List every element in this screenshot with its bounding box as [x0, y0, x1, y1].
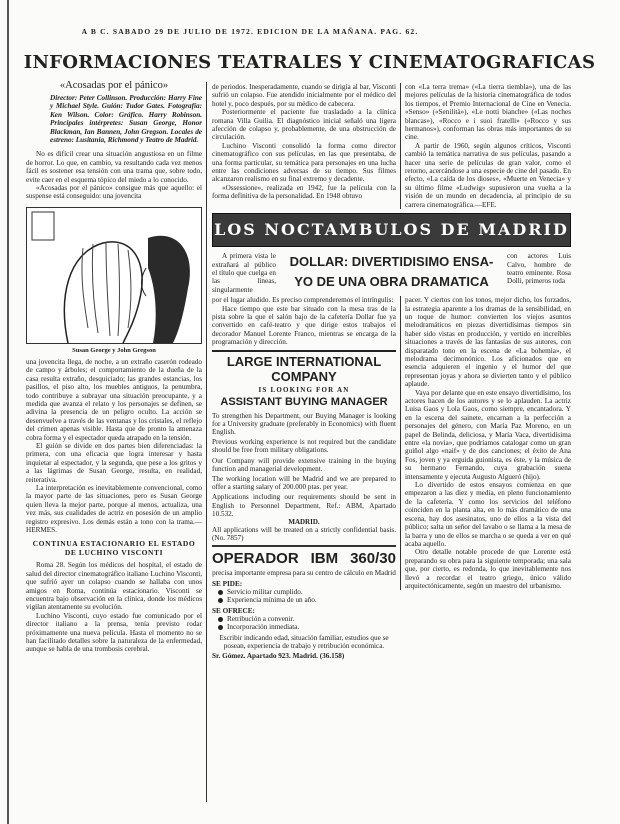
- scan-border: [7, 0, 9, 824]
- ad-footer: All applications will be treated on a strictly confidential basis. (No. 7857): [212, 526, 396, 543]
- section-headline: INFORMACIONES TEATRALES Y CINEMATOGRAFICAS: [23, 52, 596, 73]
- film-credits: Director: Peter Collinson. Producción: Harry Fine y Michael Style. Guión: Tudor Gates. Fotografía: Ken Wilson. Color: Gráfico. Harry Robinson. Principales intérpretes: Susan George, Honor Blackman, Ian Bannen, John Gregson. Locales de estreno: Lusitania, Richmond y Teatro de Madrid.: [50, 94, 202, 145]
- article-body: [26, 561, 202, 653]
- article-title: «Acosadas por el pánico»: [59, 80, 169, 91]
- ad-intro: precisa importante empresa para su centro de cálculo en Madrid: [212, 569, 396, 578]
- ad-title-part: 360/30: [350, 550, 396, 568]
- mid-bottom-column: [212, 296, 396, 662]
- item-text: Incorporación inmediata.: [227, 623, 300, 632]
- paragraph: Vaya por delante que en este ensayo divertidísimo, los actores hacen de los autores y se lo aplauden. La actriz Luisa Gaos y Lola Gaos, como siempre, encantadora. Y en la escena del sainete, encarnan a la perfección a personajes del género, con María Paz Moreno, en un papel de Belinda, deliciosa, y María Vaca, divertidísima entre «la novia», que podríamos catalogar como un gran guiñol algo «naif» y de dos canciones; el éxito de Ana Fos, joven y ya erguida guionista, es éste, y la música de su hermano Fernando, cuya grabación suena intensamente y ejecuta Augusto Algueró (hijo).: [405, 388, 571, 481]
- paragraph: Luchino Visconti, cuyo estado fue comunicado por el director italiano a la prensa, tenía previsto rodar próximamente una nueva película. Hasta el momento no se han facilitado detalles sobre la naturaleza de la enfermedad, aunque se habla de una trombosis cerebral.: [26, 611, 202, 654]
- visconti-continued: [212, 83, 396, 201]
- paragraph: de periodos. Inesperadamente, cuando se dirigía al bar, Visconti sufrió un colapso. Fue atendido inicialmente por el médico del hotel y, poco después, por su médico de cabecera.: [212, 83, 396, 108]
- visconti-subhead: CONTINUA ESTACIONARIO EL ESTADO DE LUCHINO VISCONTI: [32, 539, 196, 558]
- bullet-icon: [218, 598, 223, 603]
- item-text: Retribución a convenir.: [227, 614, 295, 623]
- theater-body-right: [400, 296, 571, 590]
- theater-body-mid: [212, 296, 396, 346]
- right-area: [212, 83, 571, 662]
- bullet-icon: [218, 590, 223, 595]
- bottom-row: [212, 296, 571, 662]
- offer-item: [212, 623, 396, 631]
- theater-lead-right: [507, 252, 571, 286]
- ad-subtitle: IS LOOKING FOR AN: [258, 385, 350, 394]
- paragraph: La interpretación es inevitablemente convencional, como la mayor parte de las situaciones, pero es Susan George quien lleva la mejor parte, porque al menos, actualiza, una vez más, sus cualidades de actriz en posesión de un amplio registro expresivo. Los demás están a tono con la trama.—HERMES.: [26, 483, 202, 534]
- headline-line: YO DE UNA OBRA DRAMATICA: [294, 274, 489, 290]
- offers-label: SE OFRECE:: [212, 606, 255, 615]
- paragraph: A partir de 1960, según algunos críticos, Visconti cambió la temática narrativa de sus películas, pasando a hacer una serie de películas de gran valor, como el retorno, acercándose a una especie de cine del pasado. En efecto, «La caída de los dioses», «Muerte en Venecia» y su último filme «Ludwig» supusieron una vuelta a la visión de un mundo en decadencia, al principio de su carrera cinematográfica.—EFE.: [405, 141, 571, 209]
- article-body: [26, 150, 202, 200]
- ad-title-part: OPERADOR: [212, 550, 299, 568]
- column-rule: [206, 82, 207, 802]
- bullet-icon: [218, 617, 223, 622]
- ad-city: MADRID.: [288, 518, 320, 526]
- paragraph: No es difícil crear una situación angustiosa en un filme de horror. Lo que, en cambio, va resultando cada vez menos fácil es sostener esa tensión con una trama que, sobre todo, evite caer en el esquema tópico del miedo a lo conocido.: [26, 150, 202, 184]
- ad-title-part: IBM: [310, 550, 339, 568]
- job-ad-buying-manager: [212, 350, 396, 543]
- paragraph: pacer. Y ciertos con los tonos, mejor dicho, los forzados, la estrategia aparente a los dramas de la sensibilidad, en un toque de humor: convierten los viejos asuntos melodramáticos en piezas divertidísimas tiempos sin haber sido vistas en producción, y vertido en increíbles situaciones a través de las fantasías de sus autores, con disparatado tono en la escena de «La bohemia», el melodrama decimonónico. Los aficionados que en esencia adquieren el ingenio y el humor del que representan joyas y ahora se divierten tanto y el público aplaude.: [405, 296, 571, 389]
- ad-position: ASSISTANT BUYING MANAGER: [220, 395, 388, 408]
- top-row: [212, 83, 571, 209]
- theater-lead-left: [212, 252, 276, 294]
- paragraph: Otro detalle notable procede de que Lorente está preparando su obra para la siguiente temporada; una sala que, por cierto, es redonda, lo que inevitablemente nos llevó a recordar el teatro griego, único válido arquitectónicamente, según un maestro del urbanismo.: [405, 548, 571, 590]
- image-caption: Susan George y John Gregson: [72, 346, 156, 354]
- requires-label: SE PIDE:: [212, 579, 243, 588]
- ad-title: COMPANY: [271, 368, 337, 384]
- paragraph: El guión se divide en dos partes bien diferenciadas: la primera, con una eficacia que logra interesar y hasta inquietar al espectador, y la segunda, que pese a los gritos y a las lágrimas de Susan George, resulta, en realidad, reiterativa.: [26, 441, 202, 484]
- ad-address: Sr. Gómez. Apartado 923. Madrid. (36.158): [212, 652, 345, 661]
- article-body: [26, 358, 202, 535]
- requirement-item: [212, 588, 396, 596]
- ad-paragraph: Our Company will provide extensive training in the buying function and managerial development.: [212, 456, 396, 473]
- paragraph: con «La terra trema» («La tierra tiembla»), una de las mejores películas de la historia cinematográfica de todos los tiempos, el Premio Internacional de Cine en Venecia. «Senso» («Senilità»), «Le notti bianche» («Las noches blancas»), «Rocco e i suoi fratelli» («Rocco y sus hermanos»), conforman las obras más importantes de su cine.: [405, 83, 571, 142]
- paragraph: A primera vista le extrañará al público el título que cuelga en las líneas, singularmente: [212, 252, 276, 294]
- paragraph: una jovencita llega, de noche, a un extraño caserón rodeado de campo y árboles; el comportamiento de la dueña de la casa resulta extraño, desquiciado; las grandes estancias, los pasillos, el piso alto, los muebles antiguos, la penumbra, todo contribuye a subrayar una situación preocupante, y a medida que avanza el relato y los personajes se definen, se adivina la presencia de un peligro oculto. La acción se desenvuelve a través de las ventanas y los cristales, el reflejo del crimen apenas visible. Hasta que de pronto la amenaza cobra forma y el espectador queda atrapado en la tensión.: [26, 357, 202, 442]
- paragraph: Lo divertido de estos ensayos comienza en que empezaron a las diez y media, en pleno funcionamiento de la cafetería. Y como los servicios del teléfono coinciden en la planta alta, en lo más dramático de una escena, hay dos asesinatos, uno de ellos a la vista del público; salta un señor del lavabo o se llama a la mesa de la barra y uno de ellos se marcha o se queda a ver en qué acaba aquello.: [405, 481, 571, 548]
- paragraph: Luchino Visconti consolidó la forma como director cinematográfico con sus películas, en las que presentaba, de una forma particular, su temática para personajes en una lucha entre las condiciones adversas de su tiempo. Sus filmes alcanzaron realismo en su final extremo y decadente.: [212, 141, 396, 184]
- film-review-article: [26, 80, 202, 654]
- dateline: A B C. SABADO 29 DE JULIO DE 1972. EDICION DE LA MAÑANA. PAG. 62.: [81, 27, 419, 36]
- item-text: Servicio militar cumplido.: [227, 587, 303, 596]
- ad-title: [212, 550, 396, 567]
- headline-line: DOLLAR: DIVERTIDISIMO ENSA-: [289, 254, 494, 270]
- paragraph: con actores Luis Calvo, hombre de teatro eminente. Rosa Dolli, primeros toda: [507, 252, 571, 286]
- paragraph: Roma 28. Según los médicos del hospital, el estado de salud del director cinematográfico italiano Luchino Visconti, que sufrió ayer un colapso cuando se hallaba con unos amigos en Roma, continúa estacionario. Visconti se encuentra bajo observación en la clínica, donde los médicos vigilan atentamente su evolución.: [26, 561, 202, 612]
- visconti-right-column: [400, 83, 571, 209]
- job-ad-operador: [212, 550, 396, 660]
- ad-title: LARGE INTERNATIONAL: [226, 353, 382, 369]
- item-text: Experiencia mínima de un año.: [227, 596, 317, 605]
- paragraph: «Acosadas por el pánico» consigue más que aquello: el suspense está conseguido: una jovencita: [26, 184, 202, 201]
- ad-body: Escribir indicando edad, situación familiar, estudios que se posean, experiencia de trabajo y retribución económica.: [219, 633, 389, 650]
- theater-headline: [284, 252, 500, 292]
- ad-paragraph: Applications including our requirements should be sent in English to Personnel Department, Ref.: ABM, Apartado 10.532.: [212, 493, 396, 518]
- paragraph: Posteriormente el paciente fue trasladado a la clínica romana Villa Guilia. El diagnóstico inicial señaló una ligera afección de colapso y, probablemente, de una obstrucción de circulación.: [212, 108, 396, 142]
- section-banner: [212, 213, 571, 247]
- paragraph: Hace tiempo que este bar situado con la mesa tras de la pista sobre la que el salón bajo de la cafetería Dollar fue ya convertido en café-teatro y que dirige estos trabajos el decorador Manuel Lorente Franco, mientras se encarga de la programación y dirección.: [212, 304, 396, 347]
- ad-paragraph: To strengthen his Department, our Buying Manager is looking for a University graduate (preferably in Economics) with fluent English.: [212, 411, 396, 436]
- bullet-icon: [218, 625, 223, 630]
- film-illustration: [26, 207, 202, 344]
- offer-item: [212, 615, 396, 623]
- ad-paragraph: The working location will be Madrid and we are prepared to offer a starting salary of 200.000 ptas. per year.: [212, 474, 396, 492]
- theater-head-row: [212, 252, 571, 294]
- paragraph: «Ossessione», realizada en 1942, fue la película con la forma definitiva de la personalidad. En 1948 obtuvo: [212, 183, 396, 201]
- banner-text: LOS NOCTAMBULOS DE MADRID: [214, 220, 569, 240]
- requirement-item: [212, 596, 396, 604]
- divider: [212, 545, 396, 547]
- paragraph: por el lugar aludido. Es preciso comprenderemos el intríngulis:: [212, 296, 394, 305]
- ad-paragraph: Previous working experience is not required but the candidate should be free from military obligations.: [212, 438, 396, 455]
